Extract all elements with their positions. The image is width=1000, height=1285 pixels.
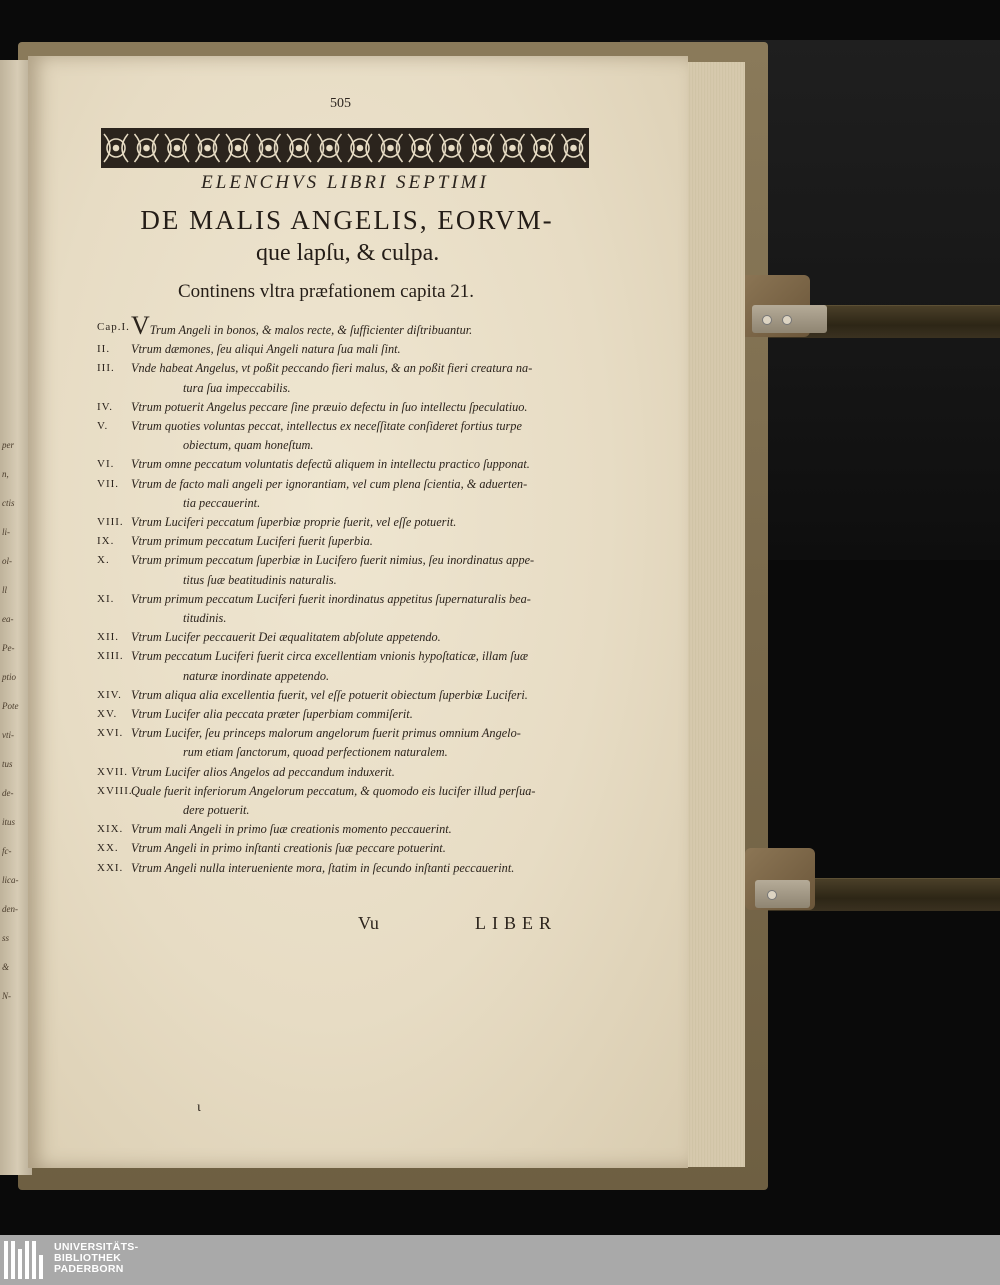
chapter-entry (97, 686, 595, 705)
chapter-title-line: Vtrum Angeli in primo inſtanti creationis ſuæ peccare potuerint. (131, 841, 446, 856)
chapter-entry (97, 724, 595, 762)
left-page-text-fragment: ll (2, 585, 8, 595)
chapter-entry (97, 417, 595, 455)
left-page-text-fragment: n, (2, 469, 9, 479)
chapter-number: XI. (97, 592, 115, 605)
chapter-entry (97, 628, 595, 647)
chapter-title-line: Vtrum mali Angeli in primo ſuæ creationis momento peccauerint. (131, 822, 452, 837)
page-edges (682, 62, 745, 1167)
chapter-title-continuation: tia peccauerint. (183, 495, 261, 510)
logo-line-3: PADERBORN (54, 1263, 124, 1275)
chapter-title (97, 532, 595, 551)
running-head: ELENCHVS LIBRI SEPTIMI (201, 172, 489, 193)
chapter-title (97, 859, 595, 878)
chapter-number: XIV. (97, 688, 122, 701)
chapter-title-line: Vtrum primum peccatum Luciferi fuerit ſuperbia. (131, 534, 373, 549)
chapter-entry (97, 455, 595, 474)
chapter-title (97, 551, 595, 589)
chapter-title-line: Vtrum quoties voluntas peccat, intellectus ex neceſſitate conſideret fortius turpe (131, 419, 522, 434)
chapter-number: XII. (97, 631, 120, 644)
chapter-number: XIX. (97, 823, 124, 836)
chapter-title-line: Vtrum de facto mali angeli per ignorantiam, vel cum plena ſcientia, & aduerten- (131, 476, 528, 491)
chapter-title (97, 839, 595, 858)
chapter-entry (97, 475, 595, 513)
chapter-number: XVI. (97, 727, 124, 740)
chapter-number: X. (97, 554, 110, 567)
chapter-title-line: Vtrum dæmones, ſeu aliqui Angeli natura ſua mali ſint. (131, 342, 401, 357)
chapter-title-continuation: obiectum, quam honeſtum. (183, 438, 314, 453)
clasp-hinge-lower (755, 880, 810, 908)
left-page-text-fragment: den- (2, 904, 18, 914)
library-logo-icon (4, 1241, 46, 1279)
left-page-text-fragment: itus (2, 817, 16, 827)
chapter-title (97, 455, 595, 474)
chapter-title-continuation: dere potuerit. (183, 803, 250, 818)
chapter-number: XX. (97, 842, 119, 855)
chapter-title-line: Vtrum omne peccatum voluntatis defectũ aliquem in intellectu practico ſupponat. (131, 457, 530, 472)
chapter-entry (97, 705, 595, 724)
chapter-entry (97, 647, 595, 685)
chapter-number: V. (97, 420, 109, 433)
left-page-text-fragment: fc- (2, 846, 12, 856)
chapter-number: Cap.I. (97, 321, 130, 333)
book-title-line-1: DE MALIS ANGELIS, EORVM- (140, 205, 554, 235)
left-page-text-fragment: Pe- (2, 643, 15, 653)
library-logo-text (54, 1242, 138, 1275)
chapter-title (97, 763, 595, 782)
chapter-title-line: Vnde habeat Angelus, vt poßit peccando fieri malus, & an poßit fieri creatura na- (131, 361, 533, 376)
left-page-text-fragment: lica- (2, 875, 19, 885)
chapter-list (97, 311, 595, 878)
decorative-headpiece (101, 128, 589, 168)
chapter-entry (97, 311, 595, 340)
chapter-title (97, 820, 595, 839)
clasp-hinge-upper (752, 305, 827, 333)
logo-line-2: BIBLIOTHEK (54, 1252, 122, 1264)
left-page-text-fragment: ol- (2, 556, 12, 566)
chapter-number: VI. (97, 458, 115, 471)
chapter-entry (97, 782, 595, 820)
chapter-entry (97, 532, 595, 551)
chapter-number: XXI. (97, 861, 124, 874)
chapter-title-line: Trum Angeli in bonos, & malos recte, & ſufficienter diſtribuantur. (149, 323, 473, 337)
chapter-title-continuation: rum etiam ſanctorum, quoad perfectionem naturalem. (183, 745, 448, 760)
chapter-number: IX. (97, 535, 115, 548)
chapter-title (97, 398, 595, 417)
chapter-number: VII. (97, 477, 120, 490)
page-number: 505 (330, 96, 351, 111)
chapter-number: II. (97, 343, 111, 356)
chapter-entry (97, 763, 595, 782)
left-page-text-fragment: ctis (2, 498, 15, 508)
chapter-number: IV. (97, 400, 113, 413)
chapter-title (97, 513, 595, 532)
left-page-text-fragment: ea- (2, 614, 14, 624)
chapter-title (97, 628, 595, 647)
chapter-number: XVII. (97, 765, 128, 778)
chapter-number: XV. (97, 708, 118, 721)
chapter-title-line: Vtrum Luciferi peccatum ſuperbiæ proprie fuerit, vel eſſe potuerit. (131, 515, 457, 530)
chapter-title-line: Quale fuerit inferiorum Angelorum peccatum, & quomodo eis lucifer illud perſua- (131, 783, 536, 798)
left-page-text-fragment: vti- (2, 730, 14, 740)
left-page-text-fragment: Pote (2, 701, 19, 711)
chapter-title-line: Vtrum Lucifer, ſeu princeps malorum angelorum fuerit primus omnium Angelo- (131, 726, 521, 741)
left-page-text-fragment: & (2, 962, 10, 972)
chapter-title (97, 311, 595, 340)
logo-line-1: UNIVERSITÄTS- (54, 1241, 139, 1253)
chapter-number: XIII. (97, 650, 124, 663)
chapter-title-line: Vtrum peccatum Luciferi fuerit circa excellentiam vnionis hypoſtaticæ, illam ſuæ (131, 649, 529, 664)
left-page-text-fragment: per (2, 440, 14, 450)
chapter-title-line: Vtrum primum peccatum ſuperbiæ in Lucifero fuerit nimius, ſeu inordinatus appe- (131, 553, 535, 568)
chapter-title-line: Vtrum Lucifer alia peccata præter ſuperbiam commiſerit. (131, 707, 413, 722)
chapter-number: VIII. (97, 516, 124, 529)
left-page-text-fragment: ss (2, 933, 10, 943)
chapter-title (97, 705, 595, 724)
chapter-title (97, 782, 595, 820)
chapter-title-line: Vtrum Lucifer alios Angelos ad peccandum induxerit. (131, 764, 395, 779)
catchword: LIBER (475, 913, 557, 933)
left-page-text-fragment: de- (2, 788, 14, 798)
chapter-number: XVIII. (97, 784, 133, 797)
chapter-number: III. (97, 362, 115, 375)
chapter-title-line: Vtrum aliqua alia excellentia fuerit, vel eſſe potuerit obiectum ſuperbiæ Luciferi. (131, 687, 528, 702)
chapter-title (97, 475, 595, 513)
chapter-title (97, 590, 595, 628)
chapter-entry (97, 398, 595, 417)
chapter-entry (97, 859, 595, 878)
chapter-title-continuation: titus ſuæ beatitudinis naturalis. (183, 572, 337, 587)
chapter-entry (97, 590, 595, 628)
chapter-title (97, 724, 595, 762)
chapter-entry (97, 359, 595, 397)
left-page-text-fragment: tus (2, 759, 13, 769)
chapter-entry (97, 820, 595, 839)
chapter-title-continuation: tura ſua impeccabilis. (183, 380, 291, 395)
chapter-title (97, 340, 595, 359)
chapter-title (97, 417, 595, 455)
chapter-entry (97, 839, 595, 858)
chapter-title-line: Vtrum Lucifer peccauerit Dei æqualitatem abſolute appetendo. (131, 630, 441, 645)
chapter-title-continuation: naturæ inordinate appetendo. (183, 668, 330, 683)
library-footer (0, 1235, 1000, 1285)
chapter-entry (97, 340, 595, 359)
chapter-title-line: Vtrum primum peccatum Luciferi fuerit inordinatus appetitus ſupernaturalis bea- (131, 591, 531, 606)
signature-mark: Vu (358, 913, 379, 933)
book-title-line-2: que lapſu, & culpa. (256, 240, 440, 266)
chapter-title-continuation: titudinis. (183, 611, 227, 626)
ink-mark: ɩ (197, 1100, 201, 1115)
left-page-text-fragment: N- (2, 991, 11, 1001)
chapter-title (97, 686, 595, 705)
chapter-count-line: Continens vltra præfationem capita 21. (178, 281, 475, 302)
left-page-text-fragment: ptio (2, 672, 17, 682)
chapter-entry (97, 551, 595, 589)
chapter-title-line: Vtrum Angeli nulla interueniente mora, ſtatim in ſecundo inſtanti peccauerint. (131, 860, 515, 875)
chapter-entry (97, 513, 595, 532)
left-page-text-fragment: li- (2, 527, 10, 537)
chapter-title (97, 359, 595, 397)
drop-capital: V (131, 311, 150, 340)
chapter-title-line: Vtrum potuerit Angelus peccare ſine præuio defectu in ſuo intellectu ſpeculatiuo. (131, 399, 528, 414)
chapter-title (97, 647, 595, 685)
